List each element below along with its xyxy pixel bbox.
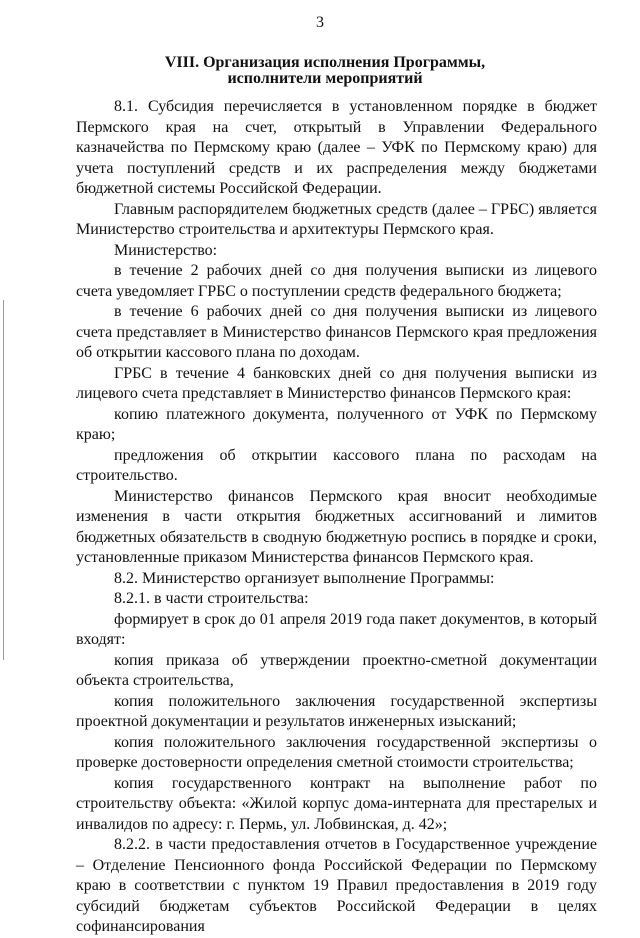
- paragraph-payment-copy: копию платежного документа, полученного от УФК по Пермскому краю;: [76, 405, 597, 443]
- section-heading: [150, 55, 500, 87]
- paragraph-order-copy: копия приказа об утверждении проектно-сметной документации объекта строительства,: [76, 651, 597, 689]
- paragraph-ministry: Министерство:: [114, 241, 218, 259]
- paragraph-proposal-expense: предложения об открытии кассового плана по расходам на строительство.: [76, 446, 597, 484]
- paragraph-finance-ministry: Министерство финансов Пермского края вносит необходимые изменения в части открытия бюджетных ассигнований и лимитов бюджетных обязательств в сводную бюджетную роспись в порядке и сроки, установленные приказом Министерства финансов Пермского края.: [76, 487, 597, 566]
- paragraph-contract-copy: копия государственного контракт на выполнение работ по строительству объекта: «Жилой корпус дома-интерната для престарелых и инвалидов по адресу: г. Пермь, ул. Лобвинская, д. 42»;: [76, 774, 597, 833]
- paragraph-8-2-1: 8.2.1. в части строительства:: [114, 590, 309, 607]
- section-heading-line-1: VIII. Организация исполнения Программы,: [164, 54, 486, 71]
- paragraph-forms-package: формирует в срок до 01 апреля 2019 года пакет документов, в который входят:: [76, 610, 597, 648]
- paragraph-grbs-submits: ГРБС в течение 4 банковских дней со дня получения выписки из лицевого счета представляет в Министерство финансов Пермского края:: [76, 364, 597, 402]
- paragraph-8-1: 8.1. Субсидия перечисляется в установленном порядке в бюджет Пермского края на счет, открытый в Управлении Федерального казначейства по Пермскому краю (далее – УФК по Пермскому краю) для учета поступлений средств и их распределения между бюджетами бюджетной системы Российской Федерации.: [76, 98, 597, 197]
- paragraph-8-2-2: 8.2.2. в части предоставления отчетов в Государственное учреждение – Отделение Пенсионного фонда Российской Федерации по Пермскому краю в соответствии с пунктом 19 Правил предоставления в 2019 году субсидий бюджетам субъектов Российской Федерации в целях софинансирования: [76, 836, 597, 935]
- paragraph-expertise-design: копия положительного заключения государственной экспертизы проектной документации и результатов инженерных изысканий;: [76, 692, 597, 730]
- scan-edge-line: [3, 300, 4, 660]
- paragraph-expertise-estimate: копия положительного заключения государственной экспертизы о проверке достоверности определения сметной стоимости строительства;: [76, 733, 597, 771]
- section-heading-line-2: исполнители мероприятий: [227, 70, 423, 87]
- page-number: 3: [316, 14, 324, 31]
- paragraph-grbs: Главным распорядителем бюджетных средств (далее – ГРБС) является Министерство строительства и архитектуры Пермского края.: [76, 200, 597, 238]
- paragraph-proposal-income: в течение 6 рабочих дней со дня получения выписки из лицевого счета представляет в Министерство финансов Пермского края предложения об открытии кассового плана по доходам.: [76, 303, 597, 361]
- paragraph-notify: в течение 2 рабочих дней со дня получения выписки из лицевого счета уведомляет ГРБС о поступлении средств федерального бюджета;: [76, 262, 597, 300]
- paragraph-8-2: 8.2. Министерство организует выполнение Программы:: [114, 569, 495, 587]
- document-body: [76, 97, 597, 938]
